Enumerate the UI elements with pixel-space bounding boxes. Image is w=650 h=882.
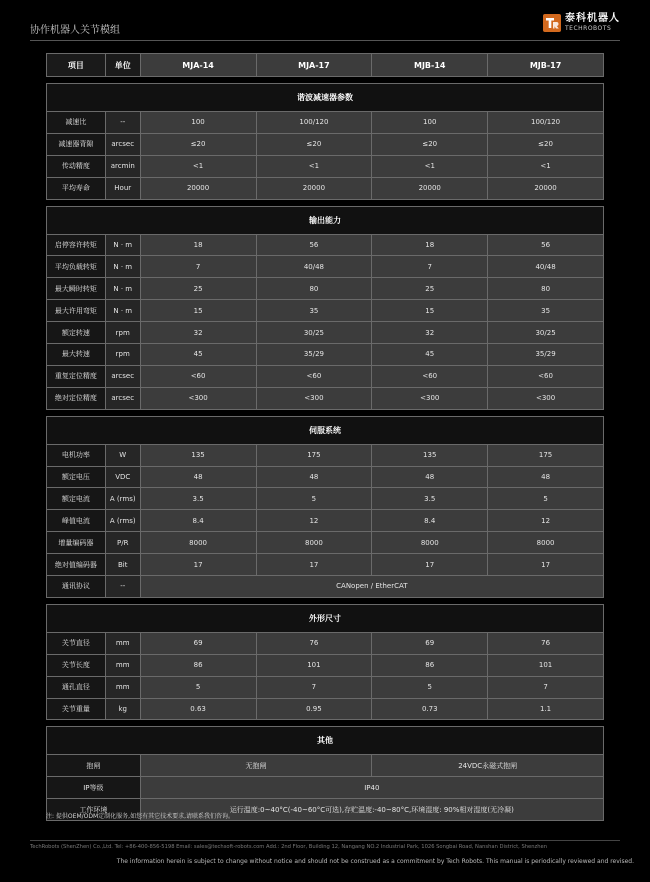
table-cell: 86 [140,655,256,676]
row-unit: arcsec [105,388,140,409]
table-cell: <1 [140,156,256,177]
table-cell: 135 [140,445,256,466]
table-cell: 0.63 [140,699,256,720]
table-cell: 3.5 [140,488,256,509]
footer-disclaimer: The information herein is subject to change without notice and should not be construed as a commitment by Tech Robots. This manual is periodically reviewed and revised. [116,858,634,865]
spec-sheet [46,53,604,827]
env-value: 运行温度:0~40°C(-40~60°C可选),存贮温度:-40~80°C,环境湿度: 90%相对湿度(无冷凝) [140,799,603,820]
table-cell: ≤20 [140,134,256,155]
table-cell: 48 [256,467,372,488]
table-row [47,177,603,199]
table-row [47,255,603,277]
table-cell: 35/29 [256,344,372,365]
table-cell: 32 [371,322,487,343]
table-row [47,466,603,488]
table-cell: 40/48 [256,256,372,277]
table-row-brake [47,754,603,776]
logo-en-text: TECHROBOTS [565,25,612,32]
row-unit: A (rms) [105,488,140,509]
table-cell: 32 [140,322,256,343]
table-cell: <300 [256,388,372,409]
table-cell: 8000 [371,532,487,553]
table-cell: 35 [256,300,372,321]
row-label: 峰值电流 [47,510,105,531]
table-row [47,531,603,553]
table-cell: <1 [371,156,487,177]
header-model-2: MJA-17 [256,54,372,76]
row-label-brake: 抱闸 [47,755,140,776]
table-cell: <300 [371,388,487,409]
span-cell: CANopen / EtherCAT [140,576,603,597]
table-cell: 5 [487,488,603,509]
table-cell: 7 [487,677,603,698]
row-unit: rpm [105,322,140,343]
table-row [47,321,603,343]
table-cell: 56 [487,235,603,256]
row-unit: mm [105,655,140,676]
table-cell: 69 [140,633,256,654]
ip-value: IP40 [140,777,603,798]
row-label: 平均负载转矩 [47,256,105,277]
table-cell: 30/25 [256,322,372,343]
table-row [47,698,603,720]
table-row [47,133,603,155]
table-row-ip [47,776,603,798]
row-unit: W [105,445,140,466]
table-cell: <1 [256,156,372,177]
row-unit: VDC [105,467,140,488]
table-cell: 18 [371,235,487,256]
row-label: 最大许用弯矩 [47,300,105,321]
table-cell: 135 [371,445,487,466]
table-row [47,343,603,365]
table-cell: 8.4 [140,510,256,531]
row-label: 关节直径 [47,633,105,654]
table-cell: 7 [371,256,487,277]
table-cell: 15 [140,300,256,321]
table-row [47,365,603,387]
table-cell: 86 [371,655,487,676]
table-cell: 12 [487,510,603,531]
spec-section [46,416,604,598]
table-row-span [47,575,603,597]
row-unit: kg [105,699,140,720]
table-cell: 175 [256,445,372,466]
table-cell: 25 [371,278,487,299]
header-model-1: MJA-14 [140,54,256,76]
table-cell: 25 [140,278,256,299]
row-label: 通孔直径 [47,677,105,698]
row-label: 减速器背隙 [47,134,105,155]
table-cell: 45 [140,344,256,365]
table-cell: 5 [371,677,487,698]
table-cell: 48 [140,467,256,488]
table-row [47,387,603,409]
spec-sections [46,83,604,720]
table-cell: 17 [140,554,256,575]
table-cell: 48 [371,467,487,488]
table-cell: <1 [487,156,603,177]
table-cell: 35 [487,300,603,321]
table-cell: 0.73 [371,699,487,720]
row-unit: P/R [105,532,140,553]
table-cell: 7 [140,256,256,277]
table-cell: 48 [487,467,603,488]
table-cell: 7 [256,677,372,698]
row-unit: rpm [105,344,140,365]
table-cell: 8000 [140,532,256,553]
table-cell: <60 [256,366,372,387]
page-title: 协作机器人关节模组 [30,25,120,36]
table-row [47,299,603,321]
page-header [0,0,650,42]
table-cell: 12 [256,510,372,531]
row-label: 额定电流 [47,488,105,509]
row-unit: -- [105,576,140,597]
table-cell: 1.1 [487,699,603,720]
row-label: 关节重量 [47,699,105,720]
header-divider [30,40,620,41]
row-label: 增量编码器 [47,532,105,553]
table-cell: 100 [140,112,256,133]
table-row [47,234,603,256]
table-row [47,509,603,531]
brake-value-mjb: 24VDC永磁式抱闸 [371,755,603,776]
row-label: 额定转速 [47,322,105,343]
table-cell: 8000 [256,532,372,553]
table-cell: 80 [487,278,603,299]
table-cell: 175 [487,445,603,466]
row-unit: mm [105,633,140,654]
table-cell: <60 [140,366,256,387]
column-header-table [46,53,604,77]
section-title: 伺服系统 [47,417,603,444]
table-cell: 76 [256,633,372,654]
row-label: 通讯协议 [47,576,105,597]
header-model-3: MJB-14 [371,54,487,76]
table-row [47,111,603,133]
table-cell: <60 [487,366,603,387]
table-row [47,277,603,299]
table-cell: 69 [371,633,487,654]
header-item: 项目 [47,54,105,76]
row-unit: arcsec [105,366,140,387]
table-cell: 101 [487,655,603,676]
table-cell: 101 [256,655,372,676]
table-cell: <300 [140,388,256,409]
row-label: 电机功率 [47,445,105,466]
table-cell: 3.5 [371,488,487,509]
row-label: 重复定位精度 [47,366,105,387]
row-unit: arcmin [105,156,140,177]
table-cell: 20000 [371,178,487,199]
logo-icon [543,14,561,32]
table-cell: 17 [371,554,487,575]
table-cell: 8000 [487,532,603,553]
section-title: 外形尺寸 [47,605,603,632]
row-label: 启停容许转矩 [47,235,105,256]
table-cell: ≤20 [256,134,372,155]
table-row [47,444,603,466]
row-unit: N · m [105,256,140,277]
brand-logo [543,14,620,32]
footnote: 注: 提供OEM/ODM定制化服务,如您有其它技术要求,请联系我们咨询。 [46,813,234,820]
section-title-other: 其他 [47,727,603,754]
logo-cn-text: 泰科机器人 [565,13,620,24]
brake-value-mja: 无抱闸 [140,755,372,776]
row-unit: mm [105,677,140,698]
table-cell: 35/29 [487,344,603,365]
row-label: 额定电压 [47,467,105,488]
table-cell: 80 [256,278,372,299]
row-label: 关节长度 [47,655,105,676]
table-cell: 18 [140,235,256,256]
table-row [47,487,603,509]
row-unit: arcsec [105,134,140,155]
row-label: 传动精度 [47,156,105,177]
row-label: 平均寿命 [47,178,105,199]
section-other [46,726,604,821]
table-row [47,155,603,177]
row-unit: -- [105,112,140,133]
row-unit: N · m [105,235,140,256]
table-cell: <60 [371,366,487,387]
table-cell: 100 [371,112,487,133]
table-row [47,553,603,575]
table-row [47,654,603,676]
table-cell: 15 [371,300,487,321]
table-cell: 76 [487,633,603,654]
table-row [47,676,603,698]
table-cell: 20000 [140,178,256,199]
table-row [47,632,603,654]
row-label-env: 工作环境 [47,799,140,820]
column-header-row [47,54,603,76]
table-cell: 5 [256,488,372,509]
table-cell: 8.4 [371,510,487,531]
header-unit: 单位 [105,54,140,76]
spec-section [46,83,604,200]
footer-contact: TechRobots (ShenZhen) Co.,Ltd. Tel: +86-400-856-5198 Email: sales@techsoft-robots.com Add.: 2nd Floor, Building 12, Nangang NO.2 Industrial Park, 1026 Songbai Road, Nanshan District, Shenzhen [30,844,547,850]
row-label-ip: IP等级 [47,777,140,798]
spec-section [46,604,604,721]
row-unit: N · m [105,278,140,299]
row-unit: Bit [105,554,140,575]
table-cell: 17 [487,554,603,575]
footer-divider [30,840,620,841]
table-cell: 40/48 [487,256,603,277]
row-label: 最大瞬时转矩 [47,278,105,299]
row-label: 绝对值编码器 [47,554,105,575]
row-label: 绝对定位精度 [47,388,105,409]
spec-section [46,206,604,410]
table-cell: 17 [256,554,372,575]
row-label: 最大转速 [47,344,105,365]
table-cell: 100/120 [487,112,603,133]
table-cell: 100/120 [256,112,372,133]
section-title: 输出能力 [47,207,603,234]
table-cell: ≤20 [487,134,603,155]
header-model-4: MJB-17 [487,54,603,76]
table-cell: 5 [140,677,256,698]
table-cell: 20000 [256,178,372,199]
section-title: 谐波减速器参数 [47,84,603,111]
table-cell: 56 [256,235,372,256]
table-cell: ≤20 [371,134,487,155]
row-label: 减速比 [47,112,105,133]
row-unit: N · m [105,300,140,321]
row-unit: Hour [105,178,140,199]
table-cell: 0.95 [256,699,372,720]
table-cell: 45 [371,344,487,365]
table-cell: 20000 [487,178,603,199]
row-unit: A (rms) [105,510,140,531]
table-cell: 30/25 [487,322,603,343]
table-cell: <300 [487,388,603,409]
